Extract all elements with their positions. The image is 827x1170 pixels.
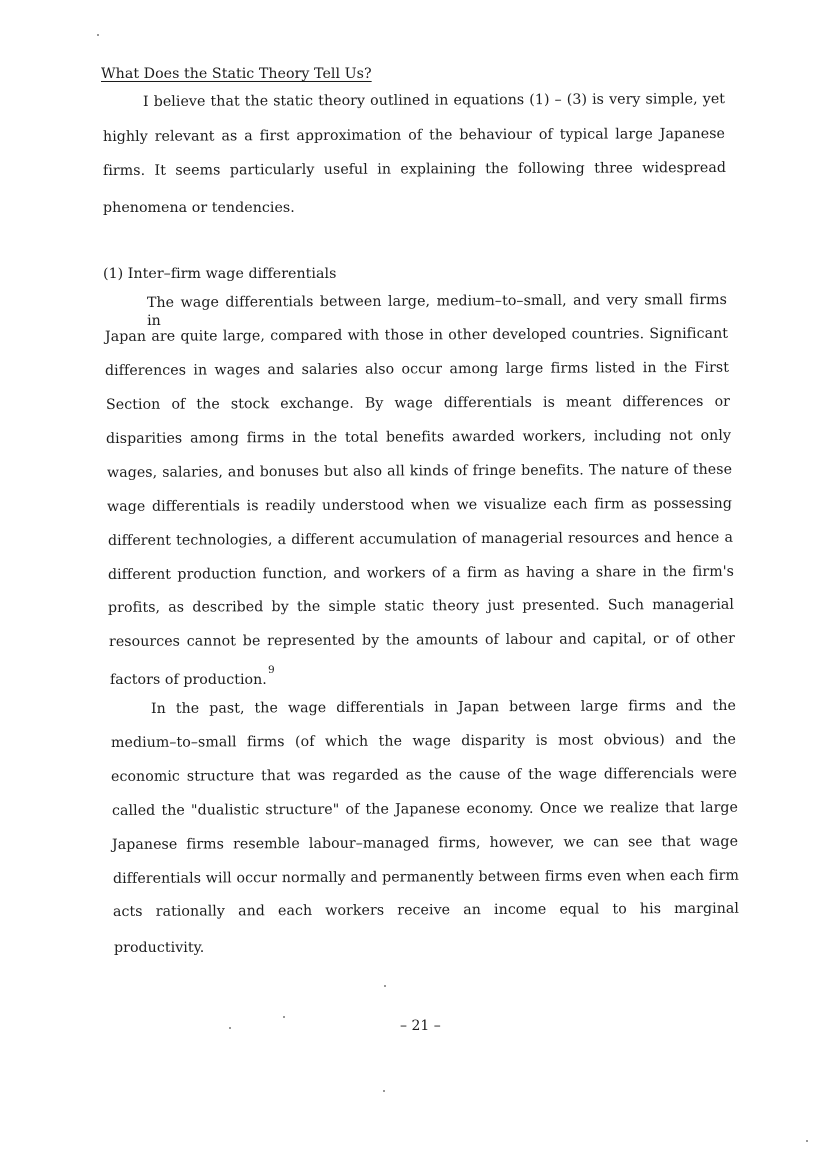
intro-line-2: highly relevant as a first approximation of the behaviour of typical large Japanese <box>102 125 726 145</box>
footnote-marker: 9 <box>268 664 275 676</box>
scan-speck <box>383 1090 385 1092</box>
paragraph1-line-5: disparities among firms in the total benefits awarded workers, including not only <box>105 427 732 447</box>
paragraph2-line-2: medium–to–small firms (of which the wage disparity is most obvious) and the <box>110 731 737 751</box>
scan-speck <box>384 985 386 987</box>
paragraph1-line-2: Japan are quite large, compared with those in other developed countries. Significant <box>104 325 729 345</box>
scan-speck <box>97 34 99 36</box>
paragraph2-line-3: economic structure that was regarded as the cause of the wage differencials were <box>110 765 738 785</box>
paragraph1-line-11: resources cannot be represented by the amounts of labour and capital, or of other <box>108 630 736 650</box>
paragraph1-line-9: different production function, and workers of a firm as having a share in the firm's <box>107 563 735 583</box>
section-title: What Does the Static Theory Tell Us? <box>101 66 372 82</box>
paragraph1-line-6: wages, salaries, and bonuses but also all kinds of fringe benefits. The nature of these <box>106 461 733 481</box>
paragraph2-line-8: productivity. <box>114 940 205 956</box>
intro-line-4: phenomena or tendencies. <box>103 200 295 216</box>
paragraph2-line-7: acts rationally and each workers receive an income equal to his marginal <box>112 900 740 920</box>
paragraph2-line-5: Japanese firms resemble labour–managed firms, however, we can see that wage <box>111 833 739 853</box>
paragraph2-line-1: In the past, the wage differentials in Japan between large firms and the <box>150 697 737 717</box>
page-number: – 21 – <box>400 1018 441 1034</box>
paragraph1-line-4: Section of the stock exchange. By wage differentials is meant differences or <box>105 393 731 413</box>
paragraph1-line-1: The wage differentials between large, medium–to–small, and very small firms in <box>146 291 727 329</box>
paragraph1-line-12: factors of production. <box>110 672 267 688</box>
paragraph2-line-4: called the "dualistic structure" of the Japanese economy. Once we realize that large <box>111 799 739 819</box>
scan-speck <box>283 1016 285 1018</box>
paragraph1-line-10: profits, as described by the simple static theory just presented. Such managerial <box>107 596 735 616</box>
scan-speck <box>806 1140 808 1142</box>
paragraph1-line-8: different technologies, a different accumulation of managerial resources and hence a <box>107 529 734 549</box>
intro-line-1: I believe that the static theory outlined in equations (1) – (3) is very simple, yet <box>142 91 726 110</box>
subsection-title: (1) Inter–firm wage differentials <box>103 266 337 282</box>
intro-line-3: firms. It seems particularly useful in explaining the following three widespread <box>102 159 727 179</box>
scan-speck <box>229 1027 231 1029</box>
paragraph1-line-7: wage differentials is readily understood when we visualize each firm as possessing <box>106 495 733 515</box>
paragraph2-line-6: differentials will occur normally and permanently between firms even when each firm <box>112 867 740 887</box>
paragraph1-line-3: differences in wages and salaries also occur among large firms listed in the First <box>104 359 730 379</box>
